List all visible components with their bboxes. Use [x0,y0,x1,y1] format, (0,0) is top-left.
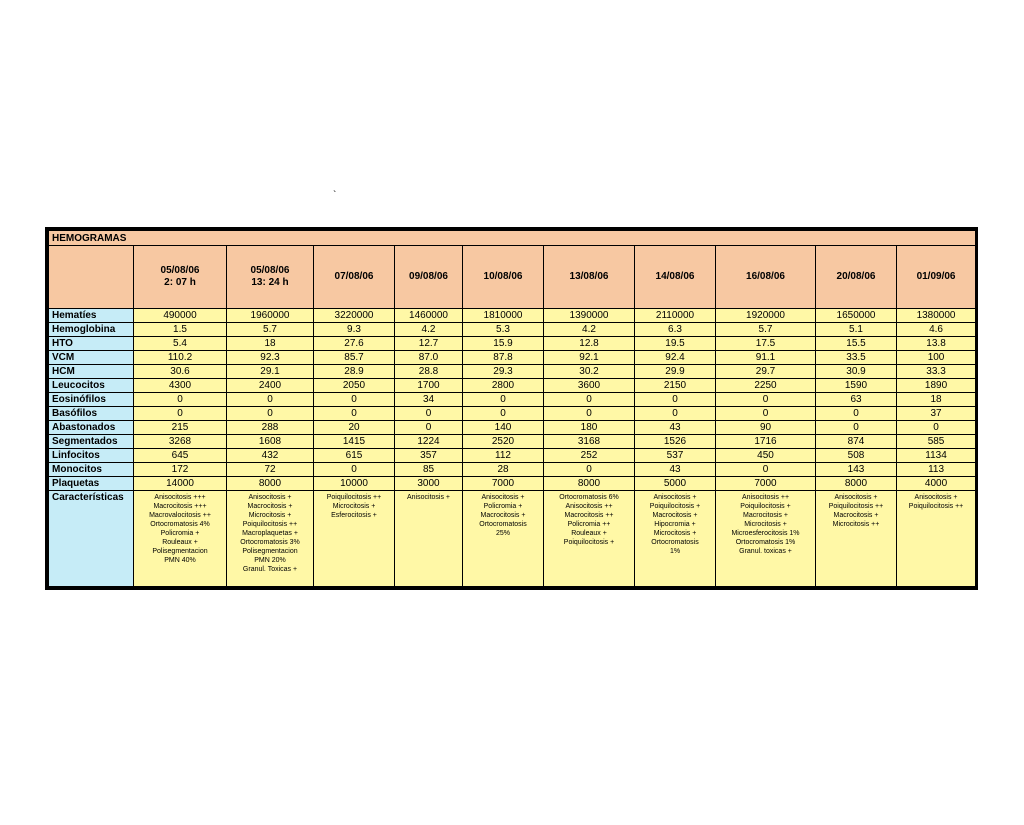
value-cell: 9.3 [314,323,395,337]
feature-line: Hipocromia + [654,521,696,528]
value-cell: 1.5 [134,323,227,337]
feature-line: Microcitosis + [332,503,376,510]
value-cell: 215 [134,421,227,435]
column-date-header [463,246,544,309]
value-cell: 143 [816,463,897,477]
value-cell: 15.9 [463,337,544,351]
value-cell: 8000 [816,477,897,491]
feature-line: Granul. Toxicas + [242,566,298,573]
feature-line: Esferocitosis + [331,512,377,519]
feature-line: Ortocromatosis [479,521,527,528]
table-row-hto [49,337,976,351]
value-cell: 0 [544,407,635,421]
features-cell [134,491,227,587]
value-cell: 18 [227,337,314,351]
value-cell: 1224 [395,435,463,449]
column-date-header [816,246,897,309]
value-cell: 13.8 [897,337,976,351]
value-cell: 140 [463,421,544,435]
value-cell: 100 [897,351,976,365]
feature-line: 25% [495,530,510,537]
column-date-header [134,246,227,309]
value-cell: 5000 [635,477,716,491]
value-cell: 1890 [897,379,976,393]
feature-line: Poiquilocitosis + [740,503,791,510]
value-cell: 1700 [395,379,463,393]
value-cell: 4000 [897,477,976,491]
value-cell: 43 [635,421,716,435]
value-cell: 92.3 [227,351,314,365]
feature-line: Microcitosis ++ [832,521,880,528]
value-cell: 4300 [134,379,227,393]
feature-line: Poiquilocitosis + [563,539,615,546]
row-label: Linfocitos [49,449,134,463]
feature-line: Anisocitosis + [407,494,450,501]
value-cell: 0 [635,393,716,407]
value-cell: 8000 [544,477,635,491]
value-cell: 6.3 [635,323,716,337]
value-cell: 1526 [635,435,716,449]
value-cell: 113 [897,463,976,477]
feature-line: Macrocitosis +++ [153,503,207,510]
value-cell: 0 [716,393,816,407]
value-cell: 28.8 [395,365,463,379]
feature-line: Macrocitosis + [652,512,698,519]
column-date-header [897,246,976,309]
feature-line: Poiquilocitosis ++ [242,521,298,528]
value-cell: 0 [897,421,976,435]
value-cell: 15.5 [816,337,897,351]
value-cell: 0 [227,393,314,407]
feature-line: Rouleaux + [162,539,198,546]
value-cell: 2800 [463,379,544,393]
feature-line: PMN 40% [164,557,196,564]
row-label: Características [49,491,134,587]
table-row-hcm [49,365,976,379]
value-cell: 0 [134,407,227,421]
date-label: 20/08/06 [836,271,876,282]
feature-line: Poiquilocitosis ++ [326,494,382,501]
value-cell: 585 [897,435,976,449]
value-cell: 37 [897,407,976,421]
row-label: Abastonados [49,421,134,435]
value-cell: 30.9 [816,365,897,379]
row-label: Monocitos [49,463,134,477]
value-cell: 1134 [897,449,976,463]
value-cell: 537 [635,449,716,463]
feature-line: Policromia ++ [567,521,611,528]
value-cell: 3000 [395,477,463,491]
features-cell [716,491,816,587]
value-cell: 20 [314,421,395,435]
value-cell: 490000 [134,309,227,323]
value-cell: 29.3 [463,365,544,379]
feature-line: Rouleaux + [571,530,607,537]
feature-line: Granul. toxicas + [739,548,792,555]
row-label: Eosinófilos [49,393,134,407]
feature-line: Ortocromatosis 1% [735,539,796,546]
value-cell: 615 [314,449,395,463]
value-cell: 1460000 [395,309,463,323]
feature-line: Poiquilocitosis ++ [908,503,964,510]
feature-line: Ortocromatosis 6% [559,494,619,501]
value-cell: 110.2 [134,351,227,365]
features-cell [463,491,544,587]
row-label: Hematíes [49,309,134,323]
feature-line: Ortocromatosis 4% [150,521,210,528]
feature-line: Anisocitosis + [481,494,525,501]
value-cell: 3220000 [314,309,395,323]
value-cell: 1650000 [816,309,897,323]
value-cell: 450 [716,449,816,463]
feature-line: Anisocitosis ++ [565,503,613,510]
value-cell: 0 [716,463,816,477]
value-cell: 0 [716,407,816,421]
value-cell: 357 [395,449,463,463]
feature-line: Macrocitosis + [743,512,788,519]
value-cell: 28.9 [314,365,395,379]
feature-line: Polisegmentacion [152,548,208,555]
value-cell: 0 [544,393,635,407]
table-row-hemoglobina [49,323,976,337]
value-cell: 14000 [134,477,227,491]
value-cell: 17.5 [716,337,816,351]
features-cell [816,491,897,587]
value-cell: 508 [816,449,897,463]
features-cell [395,491,463,587]
value-cell: 5.7 [227,323,314,337]
feature-line: Microcitosis + [248,512,292,519]
row-label: Leucocitos [49,379,134,393]
feature-line: Poiquilocitosis ++ [828,503,884,510]
feature-line: PMN 20% [254,557,286,564]
date-label: 09/08/06 [409,271,448,282]
stray-mark: ` [333,190,337,201]
value-cell: 87.0 [395,351,463,365]
column-date-header [635,246,716,309]
table-row-caracteristicas [49,491,976,587]
table-row-linfocitos [49,449,976,463]
feature-line: Poiquilocitosis + [649,503,701,510]
hemogram-table [48,230,976,587]
value-cell: 33.5 [816,351,897,365]
value-cell: 5.4 [134,337,227,351]
value-cell: 0 [463,393,544,407]
value-cell: 85 [395,463,463,477]
feature-line: Anisocitosis + [653,494,697,501]
value-cell: 5.3 [463,323,544,337]
value-cell: 0 [314,407,395,421]
value-cell: 2400 [227,379,314,393]
value-cell: 1590 [816,379,897,393]
value-cell: 29.1 [227,365,314,379]
feature-line: Microesferocitosis 1% [731,530,800,537]
column-date-header [314,246,395,309]
row-label: Plaquetas [49,477,134,491]
value-cell: 1920000 [716,309,816,323]
row-label: Hemoglobina [49,323,134,337]
column-date-header [544,246,635,309]
value-cell: 3168 [544,435,635,449]
value-cell: 1716 [716,435,816,449]
value-cell: 27.6 [314,337,395,351]
value-cell: 0 [227,407,314,421]
value-cell: 85.7 [314,351,395,365]
row-label: Segmentados [49,435,134,449]
feature-line: Ortocromatosis [651,539,699,546]
feature-line: Policromia + [160,530,200,537]
table-title: HEMOGRAMAS [49,231,976,246]
table-row-vcm [49,351,976,365]
value-cell: 0 [635,407,716,421]
feature-line: Macrovalocitosis ++ [149,512,211,519]
time-label: 13: 24 h [251,277,289,288]
value-cell: 72 [227,463,314,477]
value-cell: 12.7 [395,337,463,351]
value-cell: 0 [134,393,227,407]
value-cell: 1415 [314,435,395,449]
feature-line: Microcitosis + [744,521,787,528]
table-row-basofilos [49,407,976,421]
value-cell: 2050 [314,379,395,393]
features-cell [314,491,395,587]
value-cell: 3600 [544,379,635,393]
column-date-header [227,246,314,309]
time-label: 2: 07 h [164,277,196,288]
feature-line: Polisegmentacion [242,548,298,555]
table-row-plaquetas [49,477,976,491]
feature-line: Anisocitosis ++ [741,494,790,501]
value-cell: 0 [314,393,395,407]
value-cell: 252 [544,449,635,463]
value-cell: 63 [816,393,897,407]
feature-line: Macrocitosis + [480,512,526,519]
value-cell: 1960000 [227,309,314,323]
value-cell: 0 [395,421,463,435]
value-cell: 8000 [227,477,314,491]
features-cell [897,491,976,587]
value-cell: 1810000 [463,309,544,323]
date-label: 07/08/06 [334,271,374,282]
table-row-abastonados [49,421,976,435]
value-cell: 0 [395,407,463,421]
feature-line: Macrocitosis + [247,503,293,510]
feature-line: Anisocitosis + [834,494,878,501]
value-cell: 4.2 [395,323,463,337]
value-cell: 0 [544,463,635,477]
hemogram-table-frame [45,227,978,590]
features-cell [635,491,716,587]
features-cell [227,491,314,587]
value-cell: 112 [463,449,544,463]
date-label: 10/08/06 [483,271,523,282]
value-cell: 7000 [463,477,544,491]
value-cell: 5.7 [716,323,816,337]
value-cell: 33.3 [897,365,976,379]
value-cell: 3268 [134,435,227,449]
value-cell: 0 [463,407,544,421]
value-cell: 30.6 [134,365,227,379]
feature-line: Macrocitosis + [833,512,879,519]
value-cell: 7000 [716,477,816,491]
table-row-segmentados [49,435,976,449]
value-cell: 2110000 [635,309,716,323]
feature-line: Macrocitosis ++ [564,512,614,519]
value-cell: 288 [227,421,314,435]
value-cell: 1608 [227,435,314,449]
table-row-leucocitos [49,379,976,393]
value-cell: 91.1 [716,351,816,365]
value-cell: 0 [816,421,897,435]
column-date-header [716,246,816,309]
value-cell: 29.9 [635,365,716,379]
date-label: 13/08/06 [569,271,609,282]
value-cell: 87.8 [463,351,544,365]
value-cell: 874 [816,435,897,449]
row-label: VCM [49,351,134,365]
value-cell: 172 [134,463,227,477]
value-cell: 4.2 [544,323,635,337]
features-cell [544,491,635,587]
feature-line: 1% [669,548,681,555]
value-cell: 10000 [314,477,395,491]
value-cell: 2520 [463,435,544,449]
feature-line: Ortocromatosis 3% [240,539,300,546]
value-cell: 2150 [635,379,716,393]
value-cell: 34 [395,393,463,407]
value-cell: 29.7 [716,365,816,379]
feature-line: Macroplaquetas + [242,530,298,537]
row-label: HTO [49,337,134,351]
value-cell: 0 [816,407,897,421]
value-cell: 2250 [716,379,816,393]
column-date-header [395,246,463,309]
date-label: 01/09/06 [916,271,956,282]
value-cell: 92.4 [635,351,716,365]
value-cell: 19.5 [635,337,716,351]
value-cell: 1380000 [897,309,976,323]
table-row-eosinofilos [49,393,976,407]
row-label: HCM [49,365,134,379]
feature-line: Anisocitosis +++ [154,494,206,501]
row-label: Basófilos [49,407,134,421]
value-cell: 645 [134,449,227,463]
value-cell: 18 [897,393,976,407]
value-cell: 180 [544,421,635,435]
header-corner [49,246,134,309]
feature-line: Anisocitosis + [248,494,292,501]
date-label: 05/08/06 [160,265,200,276]
value-cell: 92.1 [544,351,635,365]
value-cell: 30.2 [544,365,635,379]
value-cell: 5.1 [816,323,897,337]
date-label: 16/08/06 [746,271,785,282]
feature-line: Anisocitosis + [914,494,958,501]
value-cell: 28 [463,463,544,477]
value-cell: 90 [716,421,816,435]
value-cell: 432 [227,449,314,463]
table-row-hematies [49,309,976,323]
value-cell: 12.8 [544,337,635,351]
value-cell: 4.6 [897,323,976,337]
feature-line: Policromia + [483,503,523,510]
value-cell: 43 [635,463,716,477]
date-label: 05/08/06 [250,265,290,276]
value-cell: 0 [314,463,395,477]
date-label: 14/08/06 [655,271,695,282]
value-cell: 1390000 [544,309,635,323]
feature-line: Microcitosis + [653,530,697,537]
table-row-monocitos [49,463,976,477]
